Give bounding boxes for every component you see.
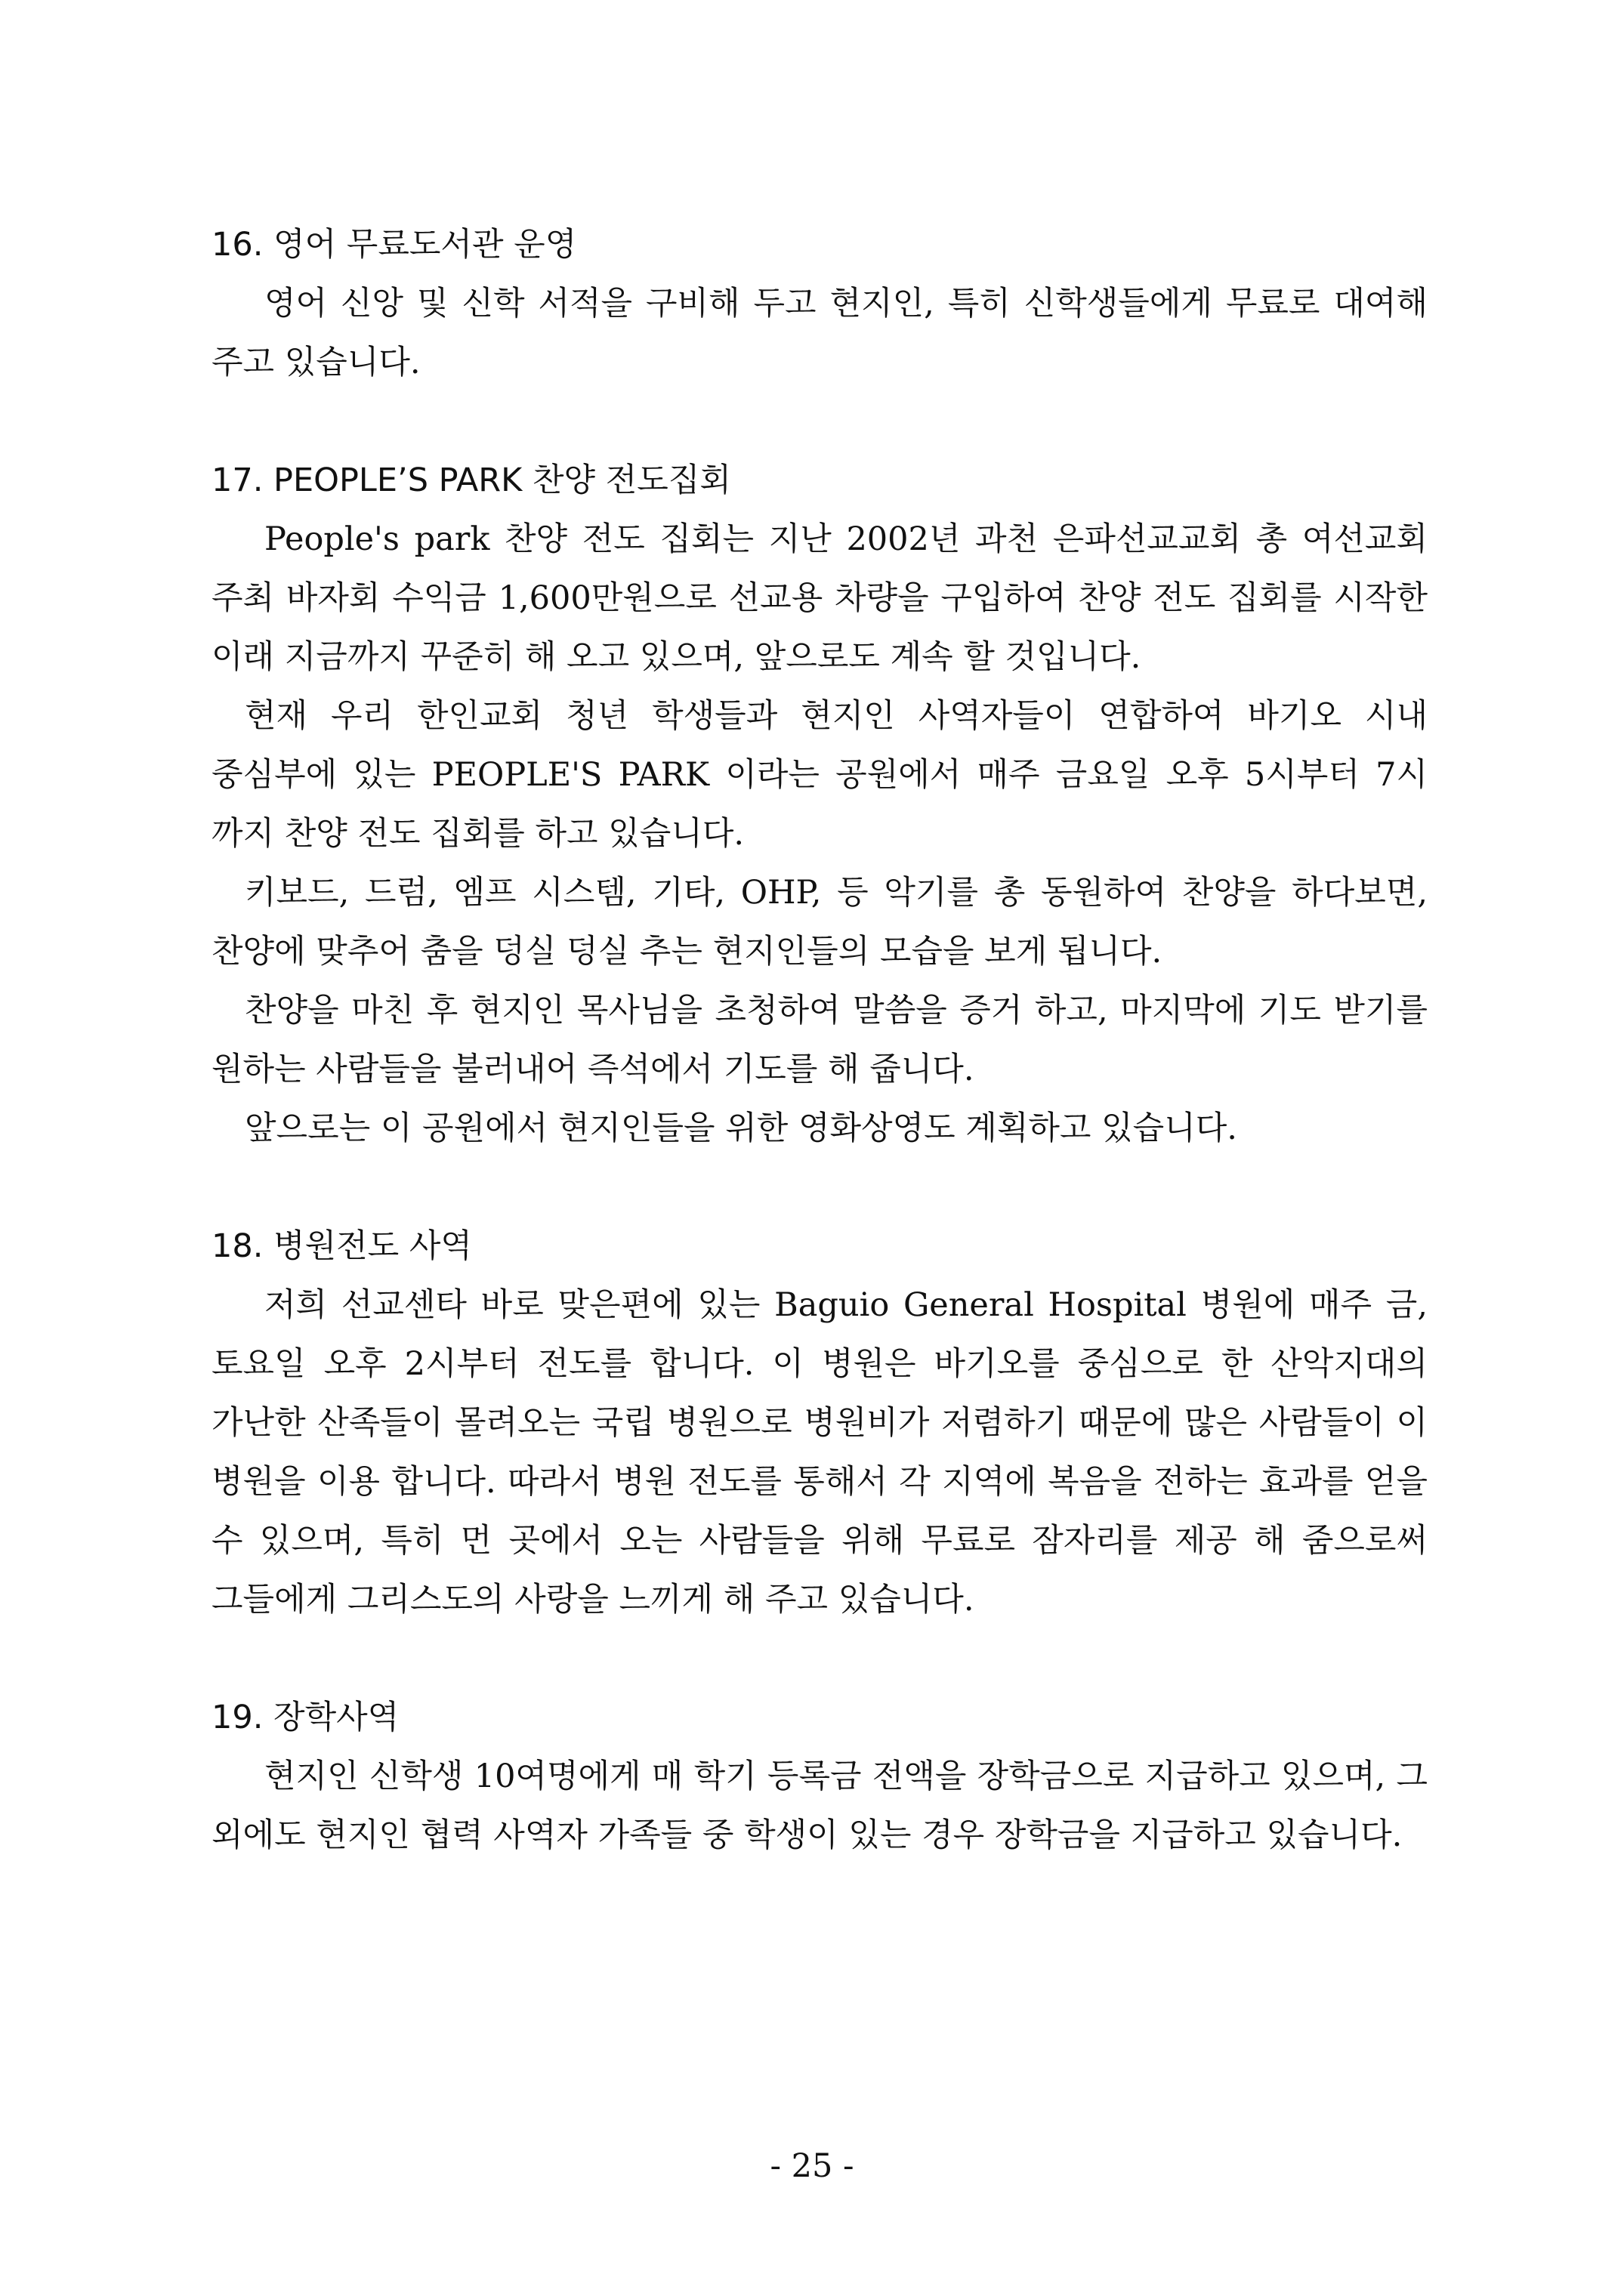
section-heading: 19. 장학사역 — [211, 1699, 400, 1736]
section-heading: 16. 영어 무료도서관 운영 — [211, 226, 577, 264]
section-19-scholarship — [211, 1688, 1428, 1865]
section-paragraph: 앞으로는 이 공원에서 현지인들을 위한 영화상영도 계획하고 있습니다. — [245, 1109, 1237, 1147]
document-page — [211, 215, 1428, 2179]
section-paragraph: 저희 선교센타 바로 맞은편에 있는 Baguio General Hospital 병원에 매주 금, 토요일 오후 2시부터 전도를 합니다. 이 병원은 바기오를 중심으로 한 산악지대의 가난한 산족들이 몰려오는 국립 병원으로 병원비가 저렴하기 때문에 많은 사람들이 이 병원을 이용 합니다. 따라서 병원 전도를 통해서 각 지역에 복음을 전하는 효과를 얻을 수 있으며, 특히 먼 곳에서 오는 사람들을 위해 무료로 잠자리를 제공 해 줌으로써 그들에게 그리스도의 사랑을 느끼게 해 주고 있습니다. — [211, 1286, 1428, 1619]
page-number: - 25 - — [770, 2147, 854, 2185]
section-17-peoples-park — [211, 451, 1428, 1158]
section-paragraph: 영어 신앙 및 신학 서적을 구비해 두고 현지인, 특히 신학생들에게 무료로 대여해 주고 있습니다. — [211, 285, 1428, 381]
section-heading: 17. PEOPLE’S PARK 찬양 전도집회 — [211, 461, 731, 499]
section-paragraph: 현지인 신학생 10여명에게 매 학기 등록금 전액을 장학금으로 지급하고 있으며, 그 외에도 현지인 협력 사역자 가족들 중 학생이 있는 경우 장학금을 지급하고 있습니다. — [211, 1758, 1428, 1854]
section-paragraph: People's park 찬양 전도 집회는 지난 2002년 과천 은파선교교회 총 여선교회 주최 바자회 수익금 1,600만원으로 선교용 차량을 구입하여 찬양 전도 집회를 시작한 이래 지금까지 꾸준히 해 오고 있으며, 앞으로도 계속 할 것입니다. — [211, 520, 1428, 676]
section-paragraph: 현재 우리 한인교회 청년 학생들과 현지인 사역자들이 연합하여 바기오 시내 중심부에 있는 PEOPLE'S PARK 이라는 공원에서 매주 금요일 오후 5시부터 7시 까지 찬양 전도 집회를 하고 있습니다. — [211, 697, 1428, 853]
section-paragraph: 찬양을 마친 후 현지인 목사님을 초청하여 말씀을 증거 하고, 마지막에 기도 받기를 원하는 사람들을 불러내어 즉석에서 기도를 해 줍니다. — [211, 992, 1428, 1088]
section-paragraph: 키보드, 드럼, 엠프 시스템, 기타, OHP, 등 악기를 총 동원하여 찬양을 하다보면, 찬양에 맞추어 춤을 덩실 덩실 추는 현지인들의 모습을 보게 됩니다. — [211, 874, 1428, 971]
section-16-english-library — [211, 215, 1428, 392]
section-18-hospital-ministry — [211, 1217, 1428, 1629]
section-heading: 18. 병원전도 사역 — [211, 1227, 472, 1265]
